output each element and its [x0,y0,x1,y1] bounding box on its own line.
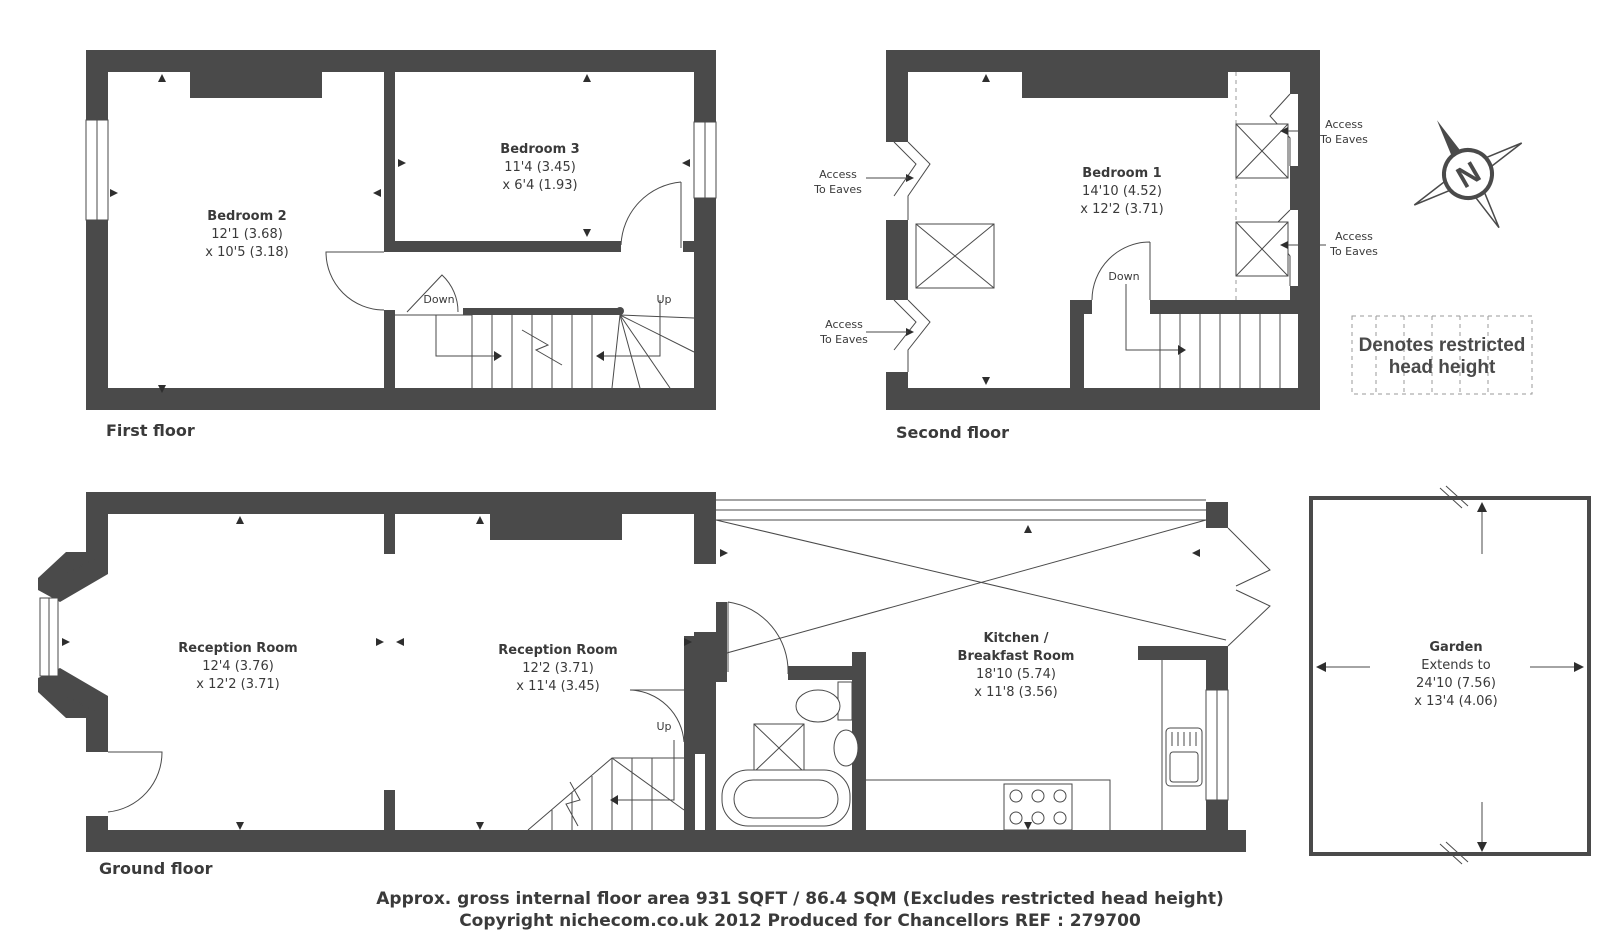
garden-name: Garden [1429,640,1483,655]
eaves-label-left-top-2: To Eaves [814,183,862,196]
garden-dim1: 24'10 (7.56) [1416,676,1496,691]
ground-floor-label: Ground floor [99,859,213,878]
eaves-label-right-top-2: To Eaves [1320,133,1368,146]
copyright-text: Copyright nichecom.co.uk 2012 Produced for Chancellors REF : 279700 [459,911,1141,931]
restricted-height-legend [1352,316,1532,394]
bedroom3-dim1: 11'4 (3.45) [504,160,576,175]
legend-line2: head height [1388,357,1496,378]
kitchen-dim1: 18'10 (5.74) [976,667,1056,682]
second-floor-down-label: Down [1108,270,1140,283]
eaves-label-right-bottom-1: Access [1335,230,1373,243]
bedroom3-dim2: x 6'4 (1.93) [502,178,578,193]
first-floor-plan [86,50,716,440]
second-floor-label: Second floor [896,423,1009,442]
ground-floor-plan [38,492,1270,878]
first-floor-up-label: Up [656,293,672,306]
garden-dim0: Extends to [1421,658,1491,673]
garden-dim2: x 13'4 (4.06) [1414,694,1498,709]
kitchen-dim2: x 11'8 (3.56) [974,685,1058,700]
kitchen-name-line2: Breakfast Room [957,649,1075,664]
compass-north-letter: N [1451,155,1487,196]
bedroom1-dim2: x 12'2 (3.71) [1080,202,1164,217]
reception1-dim2: x 12'2 (3.71) [196,677,280,692]
bedroom2-name: Bedroom 2 [207,209,287,224]
reception2-dim1: 12'2 (3.71) [522,661,594,676]
reception2-dim2: x 11'4 (3.45) [516,679,600,694]
bedroom2-dim2: x 10'5 (3.18) [205,245,289,260]
second-floor-plan [813,50,1378,442]
garden-plan [1311,486,1589,864]
reception1-name: Reception Room [178,641,298,656]
bedroom1-dim1: 14'10 (4.52) [1082,184,1162,199]
eaves-label-right-top-1: Access [1325,118,1363,131]
reception1-dim1: 12'4 (3.76) [202,659,274,674]
bedroom3-name: Bedroom 3 [500,142,580,157]
bedroom2-dim1: 12'1 (3.68) [211,227,283,242]
reception2-name: Reception Room [498,643,618,658]
eaves-label-right-bottom-2: To Eaves [1330,245,1378,258]
ground-floor-up-label: Up [656,720,672,733]
kitchen-name-line1: Kitchen / [983,631,1049,646]
first-floor-down-label: Down [423,293,455,306]
legend-line1: Denotes restricted [1358,335,1526,356]
eaves-label-left-bottom-2: To Eaves [820,333,868,346]
eaves-label-left-bottom-1: Access [825,318,863,331]
first-floor-label: First floor [106,421,195,440]
floor-area-text: Approx. gross internal floor area 931 SQFT / 86.4 SQM (Excludes restricted head height) [376,889,1224,909]
eaves-label-left-top-1: Access [819,168,857,181]
bedroom1-name: Bedroom 1 [1082,166,1162,181]
